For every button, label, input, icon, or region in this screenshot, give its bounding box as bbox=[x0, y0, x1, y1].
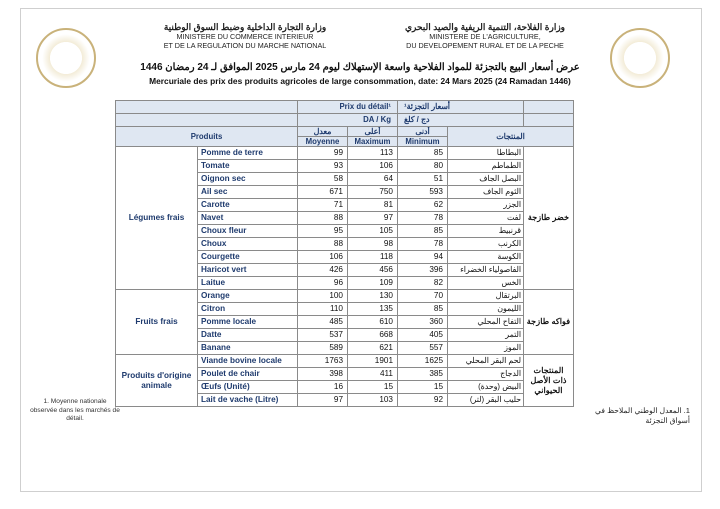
price-header: Prix du détail¹ bbox=[298, 101, 398, 114]
moyenne-value: 589 bbox=[298, 342, 348, 355]
price-table bbox=[115, 100, 574, 407]
moyenne-value: 671 bbox=[298, 186, 348, 199]
maximum-value: 97 bbox=[348, 212, 398, 225]
product-name-ar: التمر bbox=[448, 329, 524, 342]
product-name: Haricot vert bbox=[198, 264, 298, 277]
ministry-agriculture-fr-2: DU DEVELOPEMENT RURAL ET DE LA PECHE bbox=[406, 41, 564, 50]
category-label-ar: المنتجات ذات الأصل الحيواني bbox=[524, 355, 574, 407]
minimum-value: 85 bbox=[398, 147, 448, 160]
unit-header: DA / Kg bbox=[298, 114, 398, 127]
moyenne-value: 71 bbox=[298, 199, 348, 212]
price-header-ar: أسعار التجزئة¹ bbox=[398, 101, 524, 114]
footnote-fr: 1. Moyenne nationale observée dans les marchés de détail. bbox=[30, 398, 120, 422]
product-name: Navet bbox=[198, 212, 298, 225]
minimum-value: 92 bbox=[398, 394, 448, 407]
moyenne-value: 93 bbox=[298, 160, 348, 173]
product-name-ar: الجزر bbox=[448, 199, 524, 212]
maximum-value: 81 bbox=[348, 199, 398, 212]
document-title-fr: Mercuriale des prix des produits agricoles de large consommation, date: 24 Mars 2025 (24 Ramadan 1446) bbox=[149, 76, 571, 86]
minimum-value: 70 bbox=[398, 290, 448, 303]
product-name: Œufs (Unité) bbox=[198, 381, 298, 394]
maximum-value: 130 bbox=[348, 290, 398, 303]
maximum-value: 456 bbox=[348, 264, 398, 277]
price-table-body bbox=[116, 147, 574, 407]
product-name-ar: الطماطم bbox=[448, 160, 524, 173]
minimum-value: 85 bbox=[398, 303, 448, 316]
product-name-ar: الكرنب bbox=[448, 238, 524, 251]
product-name-ar: الثوم الجاف bbox=[448, 186, 524, 199]
moyenne-value: 96 bbox=[298, 277, 348, 290]
maximum-value: 411 bbox=[348, 368, 398, 381]
product-name: Pomme locale bbox=[198, 316, 298, 329]
product-name-ar: التفاح المحلي bbox=[448, 316, 524, 329]
product-name-ar: البيض (وحدة) bbox=[448, 381, 524, 394]
product-name: Laitue bbox=[198, 277, 298, 290]
maximum-value: 610 bbox=[348, 316, 398, 329]
minimum-value: 85 bbox=[398, 225, 448, 238]
ministry-commerce-header bbox=[130, 22, 360, 50]
product-name: Choux bbox=[198, 238, 298, 251]
minimum-value: 1625 bbox=[398, 355, 448, 368]
products-header: Produits bbox=[116, 127, 298, 147]
product-name-ar: الكوسة bbox=[448, 251, 524, 264]
minimum-value: 15 bbox=[398, 381, 448, 394]
table-row bbox=[116, 355, 574, 368]
minimum-value: 360 bbox=[398, 316, 448, 329]
moyenne-value: 106 bbox=[298, 251, 348, 264]
product-name: Datte bbox=[198, 329, 298, 342]
product-name-ar: البرتقال bbox=[448, 290, 524, 303]
product-name-ar: قرنبيط bbox=[448, 225, 524, 238]
moyenne-value: 58 bbox=[298, 173, 348, 186]
product-name: Courgette bbox=[198, 251, 298, 264]
maximum-value: 109 bbox=[348, 277, 398, 290]
minimum-header: Minimum bbox=[398, 137, 448, 147]
product-name-ar: الدجاج bbox=[448, 368, 524, 381]
maximum-value: 118 bbox=[348, 251, 398, 264]
minimum-value: 80 bbox=[398, 160, 448, 173]
maximum-value: 64 bbox=[348, 173, 398, 186]
footnote-ar: 1. المعدل الوطني الملاحظ في أسواق التجزئة bbox=[595, 406, 690, 425]
maximum-value: 105 bbox=[348, 225, 398, 238]
ministry-commerce-fr-1: MINISTERE DU COMMERCE INTERIEUR bbox=[176, 32, 314, 41]
product-name: Poulet de chair bbox=[198, 368, 298, 381]
moyenne-value: 88 bbox=[298, 238, 348, 251]
ministry-agriculture-ar: وزارة الفلاحة، التنمية الريفية والصيد البحري bbox=[404, 22, 566, 32]
product-name-ar: الفاصولياء الخضراء bbox=[448, 264, 524, 277]
product-name-ar: حليب البقر (لتر) bbox=[448, 394, 524, 407]
category-label: Produits d'origine animale bbox=[116, 355, 198, 407]
product-name-ar: لحم البقر المحلي bbox=[448, 355, 524, 368]
moyenne-value: 97 bbox=[298, 394, 348, 407]
category-label-ar: فواكه طازجة bbox=[524, 290, 574, 355]
header-blank-left bbox=[116, 101, 298, 114]
moyenne-value: 99 bbox=[298, 147, 348, 160]
product-name: Tomate bbox=[198, 160, 298, 173]
product-name-ar: الخس bbox=[448, 277, 524, 290]
minimum-value: 94 bbox=[398, 251, 448, 264]
category-label-ar: خضر طازجة bbox=[524, 147, 574, 290]
maximum-value: 1901 bbox=[348, 355, 398, 368]
moyenne-header: Moyenne bbox=[298, 137, 348, 147]
products-header-ar: المنتجات bbox=[448, 127, 574, 147]
minimum-value: 396 bbox=[398, 264, 448, 277]
ministry-commerce-logo bbox=[36, 28, 96, 88]
minimum-value: 385 bbox=[398, 368, 448, 381]
product-name: Pomme de terre bbox=[198, 147, 298, 160]
moyenne-value: 398 bbox=[298, 368, 348, 381]
product-name: Orange bbox=[198, 290, 298, 303]
product-name: Banane bbox=[198, 342, 298, 355]
maximum-value: 98 bbox=[348, 238, 398, 251]
unit-header-ar: دج / كلغ bbox=[398, 114, 524, 127]
product-name-ar: الموز bbox=[448, 342, 524, 355]
product-name-ar: لفت bbox=[448, 212, 524, 225]
ministry-agriculture-fr-1: MINISTERE DE L'AGRICULTURE, bbox=[429, 32, 541, 41]
ministry-commerce-fr-2: ET DE LA REGULATION DU MARCHE NATIONAL bbox=[163, 41, 327, 50]
maximum-value: 106 bbox=[348, 160, 398, 173]
header-blank-right-2 bbox=[524, 114, 574, 127]
maximum-value: 15 bbox=[348, 381, 398, 394]
maximum-value: 135 bbox=[348, 303, 398, 316]
moyenne-value: 100 bbox=[298, 290, 348, 303]
minimum-value: 78 bbox=[398, 212, 448, 225]
minimum-value: 62 bbox=[398, 199, 448, 212]
minimum-value: 405 bbox=[398, 329, 448, 342]
minimum-value: 593 bbox=[398, 186, 448, 199]
moyenne-value: 88 bbox=[298, 212, 348, 225]
maximum-header: Maximum bbox=[348, 137, 398, 147]
table-row bbox=[116, 290, 574, 303]
table-row bbox=[116, 147, 574, 160]
moyenne-value: 485 bbox=[298, 316, 348, 329]
minimum-value: 51 bbox=[398, 173, 448, 186]
ministry-agriculture-header bbox=[365, 22, 605, 50]
maximum-value: 750 bbox=[348, 186, 398, 199]
category-label: Légumes frais bbox=[116, 147, 198, 290]
moyenne-header-ar: معدل bbox=[298, 127, 348, 137]
product-name: Lait de vache (Litre) bbox=[198, 394, 298, 407]
product-name: Oignon sec bbox=[198, 173, 298, 186]
minimum-header-ar: أدنى bbox=[398, 127, 448, 137]
ministry-agriculture-logo bbox=[610, 28, 670, 88]
moyenne-value: 16 bbox=[298, 381, 348, 394]
document-title-ar: عرض أسعار البيع بالتجزئة للمواد الفلاحية واسعة الإستهلاك ليوم 24 مارس 2025 الموافق لـ 24 رمضان 1446 bbox=[140, 62, 580, 73]
maximum-header-ar: أعلى bbox=[348, 127, 398, 137]
minimum-value: 557 bbox=[398, 342, 448, 355]
moyenne-value: 95 bbox=[298, 225, 348, 238]
category-label: Fruits frais bbox=[116, 290, 198, 355]
maximum-value: 113 bbox=[348, 147, 398, 160]
product-name-ar: الليمون bbox=[448, 303, 524, 316]
moyenne-value: 110 bbox=[298, 303, 348, 316]
moyenne-value: 537 bbox=[298, 329, 348, 342]
minimum-value: 82 bbox=[398, 277, 448, 290]
minimum-value: 78 bbox=[398, 238, 448, 251]
product-name-ar: البصل الجاف bbox=[448, 173, 524, 186]
moyenne-value: 1763 bbox=[298, 355, 348, 368]
product-name: Carotte bbox=[198, 199, 298, 212]
header-blank-left-2 bbox=[116, 114, 298, 127]
maximum-value: 621 bbox=[348, 342, 398, 355]
product-name: Viande bovine locale bbox=[198, 355, 298, 368]
maximum-value: 103 bbox=[348, 394, 398, 407]
maximum-value: 668 bbox=[348, 329, 398, 342]
header-blank-right bbox=[524, 101, 574, 114]
product-name: Citron bbox=[198, 303, 298, 316]
product-name: Ail sec bbox=[198, 186, 298, 199]
ministry-commerce-ar: وزارة التجارة الداخلية وضبط السوق الوطنية bbox=[163, 22, 327, 32]
product-name: Choux fleur bbox=[198, 225, 298, 238]
moyenne-value: 426 bbox=[298, 264, 348, 277]
product-name-ar: البطاطا bbox=[448, 147, 524, 160]
